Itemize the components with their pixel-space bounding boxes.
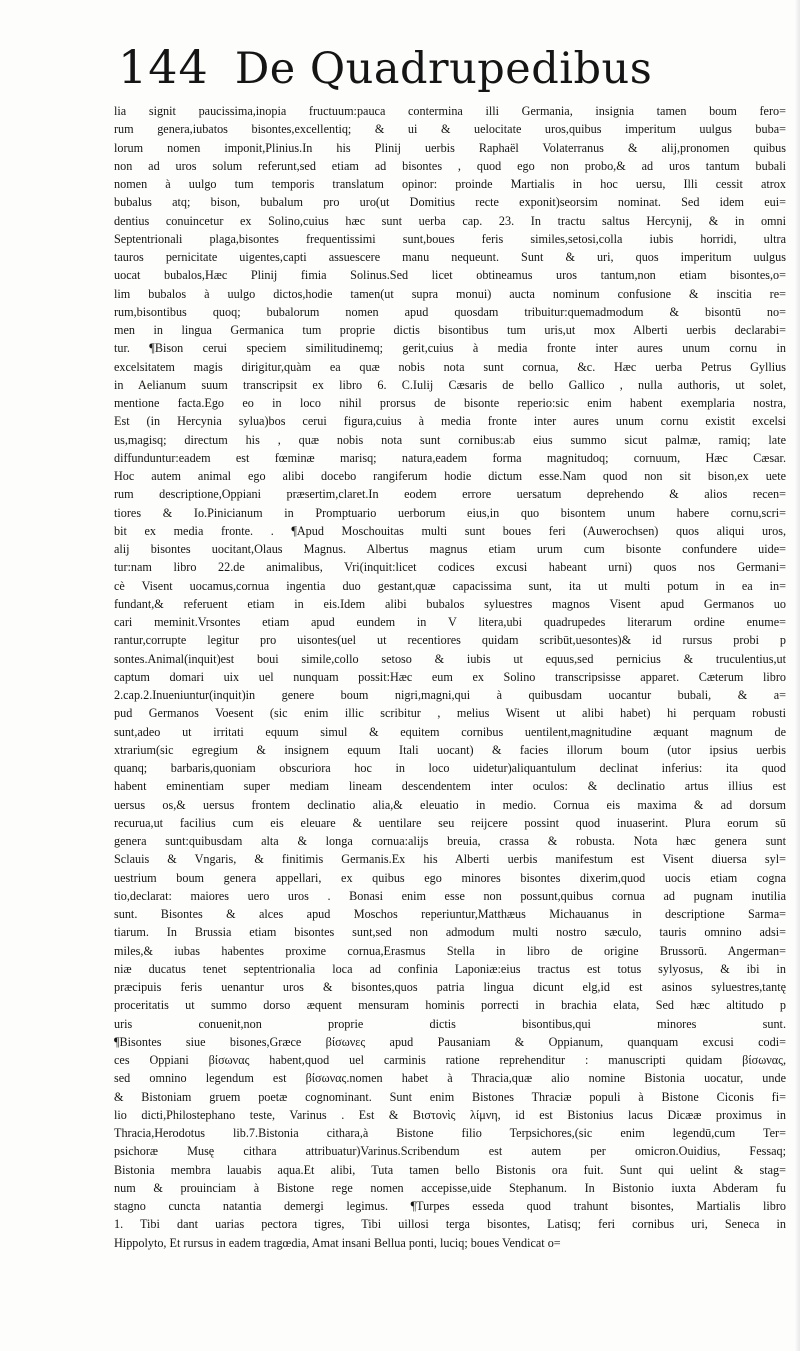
text-line: nomen à uulgo tum temporis translatum opinor: proinde Martialis in hoc uersu, Illi cessit atrox bbox=[114, 177, 786, 191]
text-line: alij bisontes uocitant,Olaus Magnus. Albertus magnus etiam urum cum bisonte confundere uide= bbox=[114, 542, 786, 556]
text-line: num & prouinciam à Bistone rege nomen accepisse,uide Stephanum. In Bistonio iuxta Abderam fu bbox=[114, 1180, 786, 1195]
text-line: cè Visent uocamus,cornua ingentia duo gestant,quæ capacissima sunt, ita ut multi potum in ea in= bbox=[114, 578, 786, 593]
page-edge-shadow bbox=[794, 0, 800, 1351]
text-line: cari meminit.Vrsontes etiam apud eundem in V litera,ubi quadrupedes literarum ordine enume= bbox=[114, 615, 786, 629]
text-line: sunt,adeo ut irritati equum simul & equitem cornibus uentilent,magnitudine æquant magnum de bbox=[114, 724, 786, 739]
text-line: ¶Bisontes siue bisones,Græce βίσωνες apud Pausaniam & Oppianum, quanquam excusi codi= bbox=[114, 1034, 786, 1049]
text-line: stagno cuncta natantia demergi legimus. ¶Turpes esseda quod trahunt bisontes, Martialis libro bbox=[114, 1199, 786, 1213]
text-line: men in lingua Germanica tum proprie dictis bisontibus tum uris,ut mox Alberti uerbis declarabi= bbox=[114, 323, 786, 337]
text-line: sed omnino legendum est βίσωνας.nomen habet à Thracia,quæ alio nomine Bistonia uocatur, unde bbox=[114, 1071, 786, 1086]
text-line: tauros pernicitate uigentes,capti assuescere manu nequeunt. Sunt & uri, quos imperitum uulgus bbox=[114, 250, 786, 264]
text-line: in Aelianum suum transcripsit ex libro 6. C.Iulij Cæsaris de bello Gallico , nulla authoris, ut solet, bbox=[114, 377, 786, 392]
text-line: præcipuis feris uenantur uros & bisontes,quos patria lingua dicunt elg,id est asinos syluestres,tantę bbox=[114, 980, 786, 994]
text-line: tiarum. In Brussia etiam bisontes sunt,sed non admodum multi nostro sæculo, tauris omnino adsi= bbox=[114, 925, 786, 940]
text-line: 1. Tibi dant uarias pectora tigres, Tibi uillosi terga bisontes, Latisq; feri cornibus uri, Seneca in bbox=[114, 1217, 786, 1232]
text-line: ces Oppiani βίσωνας habent,quod uel carminis ratione reprehenditur : manuscripti quidam βίσωνας, bbox=[114, 1053, 786, 1067]
text-line: uocat bubalos,Hæc Plinij fimia Solinus.Sed licet obtineamus uros tantum,non etiam bisontes,o= bbox=[114, 268, 786, 283]
text-line: uestrium boum genera appellari, ex quibus ego minores bisontes dixerim,quod uocis etiam cogna bbox=[114, 870, 786, 885]
text-line: rum,bisontibus quoq; bubalorum nomen apud quosdam tribuitur:quemadmodum & bisontū no= bbox=[114, 304, 786, 319]
text-line: excelsitatem magis dirigitur,quàm ea quæ nobis nota sunt cornua, &c. Hæc uerba Petrus Gyllius bbox=[114, 359, 786, 374]
text-line: rum descriptione,Oppiani præsertim,claret.In eodem errore uersatum deprehendo & alios recen= bbox=[114, 487, 786, 502]
text-line: pud Germanos Voesent (sic enim illic scribitur , melius Wisent ut alibi habet) hi perquam robusti bbox=[114, 706, 786, 721]
text-line: Est (in Hercynia sylua)bos cerui figura,cuius à media fronte inter aures unum cornu existit excelsi bbox=[114, 414, 786, 429]
text-line: uris conuenit,non proprie dictis bisontibus,qui minores sunt. bbox=[114, 1016, 786, 1031]
text-line: lim bubalos à uulgo dictos,hodie tamen(ut supra monui) aucta nominum confusione & inscitia re= bbox=[114, 286, 786, 301]
text-line: diffunduntur:eadem est fœminæ marisq; natura,eadem forma magnitudoq; cornuum, Hæc Cæsar. bbox=[114, 450, 786, 465]
body-text bbox=[114, 102, 786, 1252]
text-line: uersus os,& uersus frontem declinatio alia,& eleuatio in medio. Cornua eis maxima & ad dorsum bbox=[114, 797, 786, 812]
text-line: recurua,ut facilius cum eis eleuare & uentilare seu reijcere possint quod inuaserint. Plura eorum sū bbox=[114, 815, 786, 830]
text-line: tur:nam libro 22.de animalibus, Vri(inquit:licet codices excusi habeant urni) quos nos Germani= bbox=[114, 560, 786, 575]
text-line: niæ ducatus tenet septentrionalia loca ad confinia Laponiæ:eius tractus est totus sylуosus, & ibi in bbox=[114, 961, 786, 976]
text-line: rantur,corrupte legitur pro uisontes(uel ut recentiores quidam scribūt,uesontes)& id rursus probi p bbox=[114, 633, 786, 648]
text-line: tur. ¶Bison cerui speciem similitudinemq; gerit,cuius à media fronte inter aures unum cornu in bbox=[114, 341, 786, 356]
text-line: Thracia,Herodotus lib.7.Bistonia cithara,à Bistone filio Terpsichores,(sic enim legendū,cum Ter= bbox=[114, 1126, 786, 1140]
text-line: sunt. Bisontes & alces apud Moschos reperiuntur,Matthæus Michauanus in descriptione Sarma= bbox=[114, 907, 786, 921]
page-header bbox=[118, 40, 768, 100]
running-head: De Quadrupedibus bbox=[234, 44, 653, 94]
text-line: dentius conuincetur ex Solino,cuius hæc sunt uerba cap. 23. In tractu saltus Hercynij, & in omni bbox=[114, 213, 786, 228]
text-line: quanq; barbaris,quoniam obscuriora hoc in loco uidetur)aliquantulum declinat inferius: ita quod bbox=[114, 761, 786, 775]
text-line: bubalus atq; bison, bubalum pro uro(ut Domitius recte exponit)seorsim nominat. Sed idem eui= bbox=[114, 195, 786, 210]
text-line: lia signit paucissima,inopia fructuum:pauca contermina illi Germania, insignia tamen boum fero= bbox=[114, 104, 786, 118]
text-line: miles,& iubas habentes proxime cornua,Erasmus Stella in libro de origine Brussorū. Angerman= bbox=[114, 943, 786, 958]
text-line: Hoc autem animal ego alibi docebo rangiferum hodie dictum esse.Nam quod non sit bison,ex uete bbox=[114, 469, 786, 483]
text-line: mentione facta.Ego eo in loco nihil prorsus de bisonte reperio:sic enim habent exemplaria nostra, bbox=[114, 396, 786, 410]
text-line: tio,declarat: maiores uero uros . Bonasi enim esse non possunt,quibus cornua ad pugnam inutilia bbox=[114, 888, 786, 903]
text-line: non ad uros solum referunt,sed etiam ad bisontes , quod ego non probo,& ad uros tantum bubali bbox=[114, 158, 786, 173]
text-line: proceritatis ut summo dorso æquent mensuram hominis porrecti in brachia elata, Sed hæc altitudo p bbox=[114, 998, 786, 1013]
page-number: 144 bbox=[118, 40, 209, 94]
text-line: Sclauis & Vngaris, & finitimis Germanis.Ex his Alberti uerbis manifestum est Visent diuersa syl= bbox=[114, 852, 786, 867]
text-line: & Bistoniam gruem poetæ cognominant. Sunt enim Bistones Thraciæ populi à Bistone Ciconis fi= bbox=[114, 1089, 786, 1104]
text-line: Hippolyto, Et rursus in eadem tragœdia, Amat insani Bellua ponti, luciq; boues Vendicat o= bbox=[114, 1235, 561, 1250]
text-line: tiores & Io.Pinicianum in Promptuario uerborum eius,in quo bisontem unum habere cornu,scri= bbox=[114, 505, 786, 520]
text-line: lorum nomen imponit,Plinius.In his Plinij uerbis Raphaël Volaterranus & alij,pronomen quibus bbox=[114, 140, 786, 155]
text-line: 2.cap.2.Inueniuntur(inquit)in genere boum nigri,magni,qui à quibusdam uocantur bubali, & a= bbox=[114, 688, 786, 702]
text-line: habent eminentiam super mediam lineam descendentem inter oculos: & declinatio artus illius est bbox=[114, 779, 786, 794]
text-line: lio dicti,Philostephano teste, Varinus . Est & Βιστονὶς λίμνη, id est Bistonius lacus Dicææ proximus in bbox=[114, 1107, 786, 1122]
text-line: rum genera,iubatos bisontes,excellentiq; & ui & uelocitate uros,quibus imperitum uulgus buba= bbox=[114, 122, 786, 137]
text-line: us,magisq; directum his , quæ nobis nota sunt cornibus:ab eius summo sicut palmæ, ramiq; late bbox=[114, 432, 786, 447]
text-line: Bistonia membra lauabis aqua.Et alibi, Tuta tamen bello Bistonis ora fuit. Sunt qui uelint & stag= bbox=[114, 1162, 786, 1177]
text-line: genera sunt:quibusdam alta & longa cornua:alijs breuia, crassa & robusta. Nota hæc genera sunt bbox=[114, 834, 786, 848]
text-line: xtrarium(sic egregium & insignem equum Itali uocant) & facies illorum boum (utor ipsius uerbis bbox=[114, 742, 786, 757]
text-line: bit ex media fronte. . ¶Apud Moschouitas multi sunt boues feri (Auwerochsen) quos aliqui uros, bbox=[114, 523, 786, 538]
text-line: fundant,& referuent etiam in eis.Idem alibi bubalos syluestres magnos Visent apud Germanos uo bbox=[114, 596, 786, 611]
text-line: psichoræ Musę cithara attribuatur)Varinus.Scribendum est autem per omicron.Ouidius, Fessaq; bbox=[114, 1144, 786, 1159]
text-line: sontes.Animal(inquit)est boui simile,collo setoso & iubis ut equus,sed pernicius & truculentius,ut bbox=[114, 651, 786, 666]
text-line: captum domari uix uel nunquam possit:Hæc eum ex Solino transcripsisse apparet. Cæterum libro bbox=[114, 669, 786, 684]
text-line: Septentrionali plaga,bisontes frequentissimi sunt,boues feris similes,setosi,colla iubis horridi, ultra bbox=[114, 231, 786, 246]
